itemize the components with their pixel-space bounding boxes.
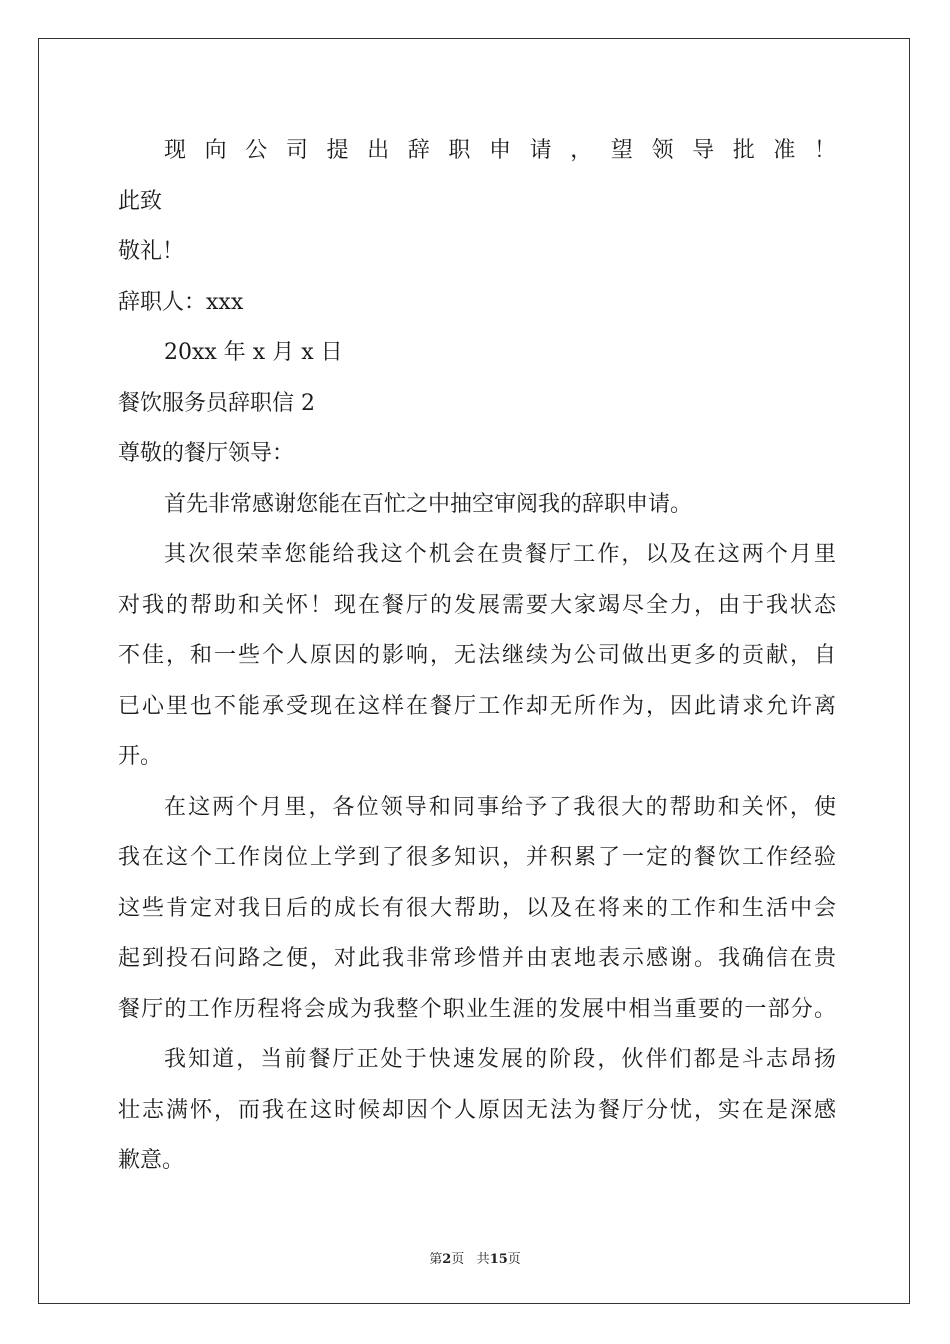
- text-line: 已心里也不能承受现在这样在餐厅工作却无所作为，因此请求允许离: [118, 693, 836, 719]
- text-line: 不佳，和一些个人原因的影响，无法继续为公司做出更多的贡献，自: [118, 643, 836, 668]
- text-line: 在这两个月里，各位领导和同事给予了我很大的帮助和关怀，使: [164, 794, 836, 820]
- text-line: 辞职人：xxx: [118, 289, 244, 315]
- total-pages: 15: [489, 1252, 508, 1267]
- page-footer: [0, 1248, 950, 1267]
- date-line: 20xx 年 x 月 x 日: [164, 340, 343, 365]
- letter-body: [118, 126, 836, 1187]
- section-title: 餐饮服务员辞职信 2: [118, 390, 315, 416]
- text-line: 其次很荣幸您能给我这个机会在贵餐厅工作，以及在这两个月里: [164, 542, 836, 567]
- text-line: 餐厅的工作历程将会成为我整个职业生涯的发展中相当重要的一部分。: [118, 996, 836, 1022]
- page-suffix: 页: [451, 1252, 465, 1267]
- text-line: 现向公司提出辞职申请，望领导批准！: [164, 138, 836, 163]
- text-line: 歉意。: [118, 1148, 185, 1173]
- text-line: 敬礼！: [118, 239, 185, 264]
- text-line: 我知道，当前餐厅正处于快速发展的阶段，伙伴们都是斗志昂扬: [164, 1047, 836, 1072]
- text-line: 壮志满怀，而我在这时候却因个人原因无法为餐厅分忧，实在是深感: [118, 1097, 836, 1123]
- text-line: 对我的帮助和关怀！现在餐厅的发展需要大家竭尽全力，由于我状态: [118, 592, 836, 618]
- salutation: 尊敬的餐厅领导：: [118, 441, 295, 466]
- text-line: 起到投石问路之便，对此我非常珍惜并由衷地表示感谢。我确信在贵: [118, 946, 836, 971]
- page-prefix: 第: [429, 1252, 443, 1267]
- text-line: 开。: [118, 744, 163, 769]
- total-prefix: 共: [476, 1252, 490, 1267]
- text-line: 首先非常感谢您能在百忙之中抽空审阅我的辞职申请。: [164, 491, 693, 517]
- text-line: 这些肯定对我日后的成长有很大帮助，以及在将来的工作和生活中会: [118, 895, 836, 921]
- text-line: 我在这个工作岗位上学到了很多知识，并积累了一定的餐饮工作经验: [118, 845, 836, 870]
- text-line: 此致: [118, 188, 163, 214]
- page-number: 2: [442, 1252, 452, 1267]
- total-suffix: 页: [507, 1252, 521, 1267]
